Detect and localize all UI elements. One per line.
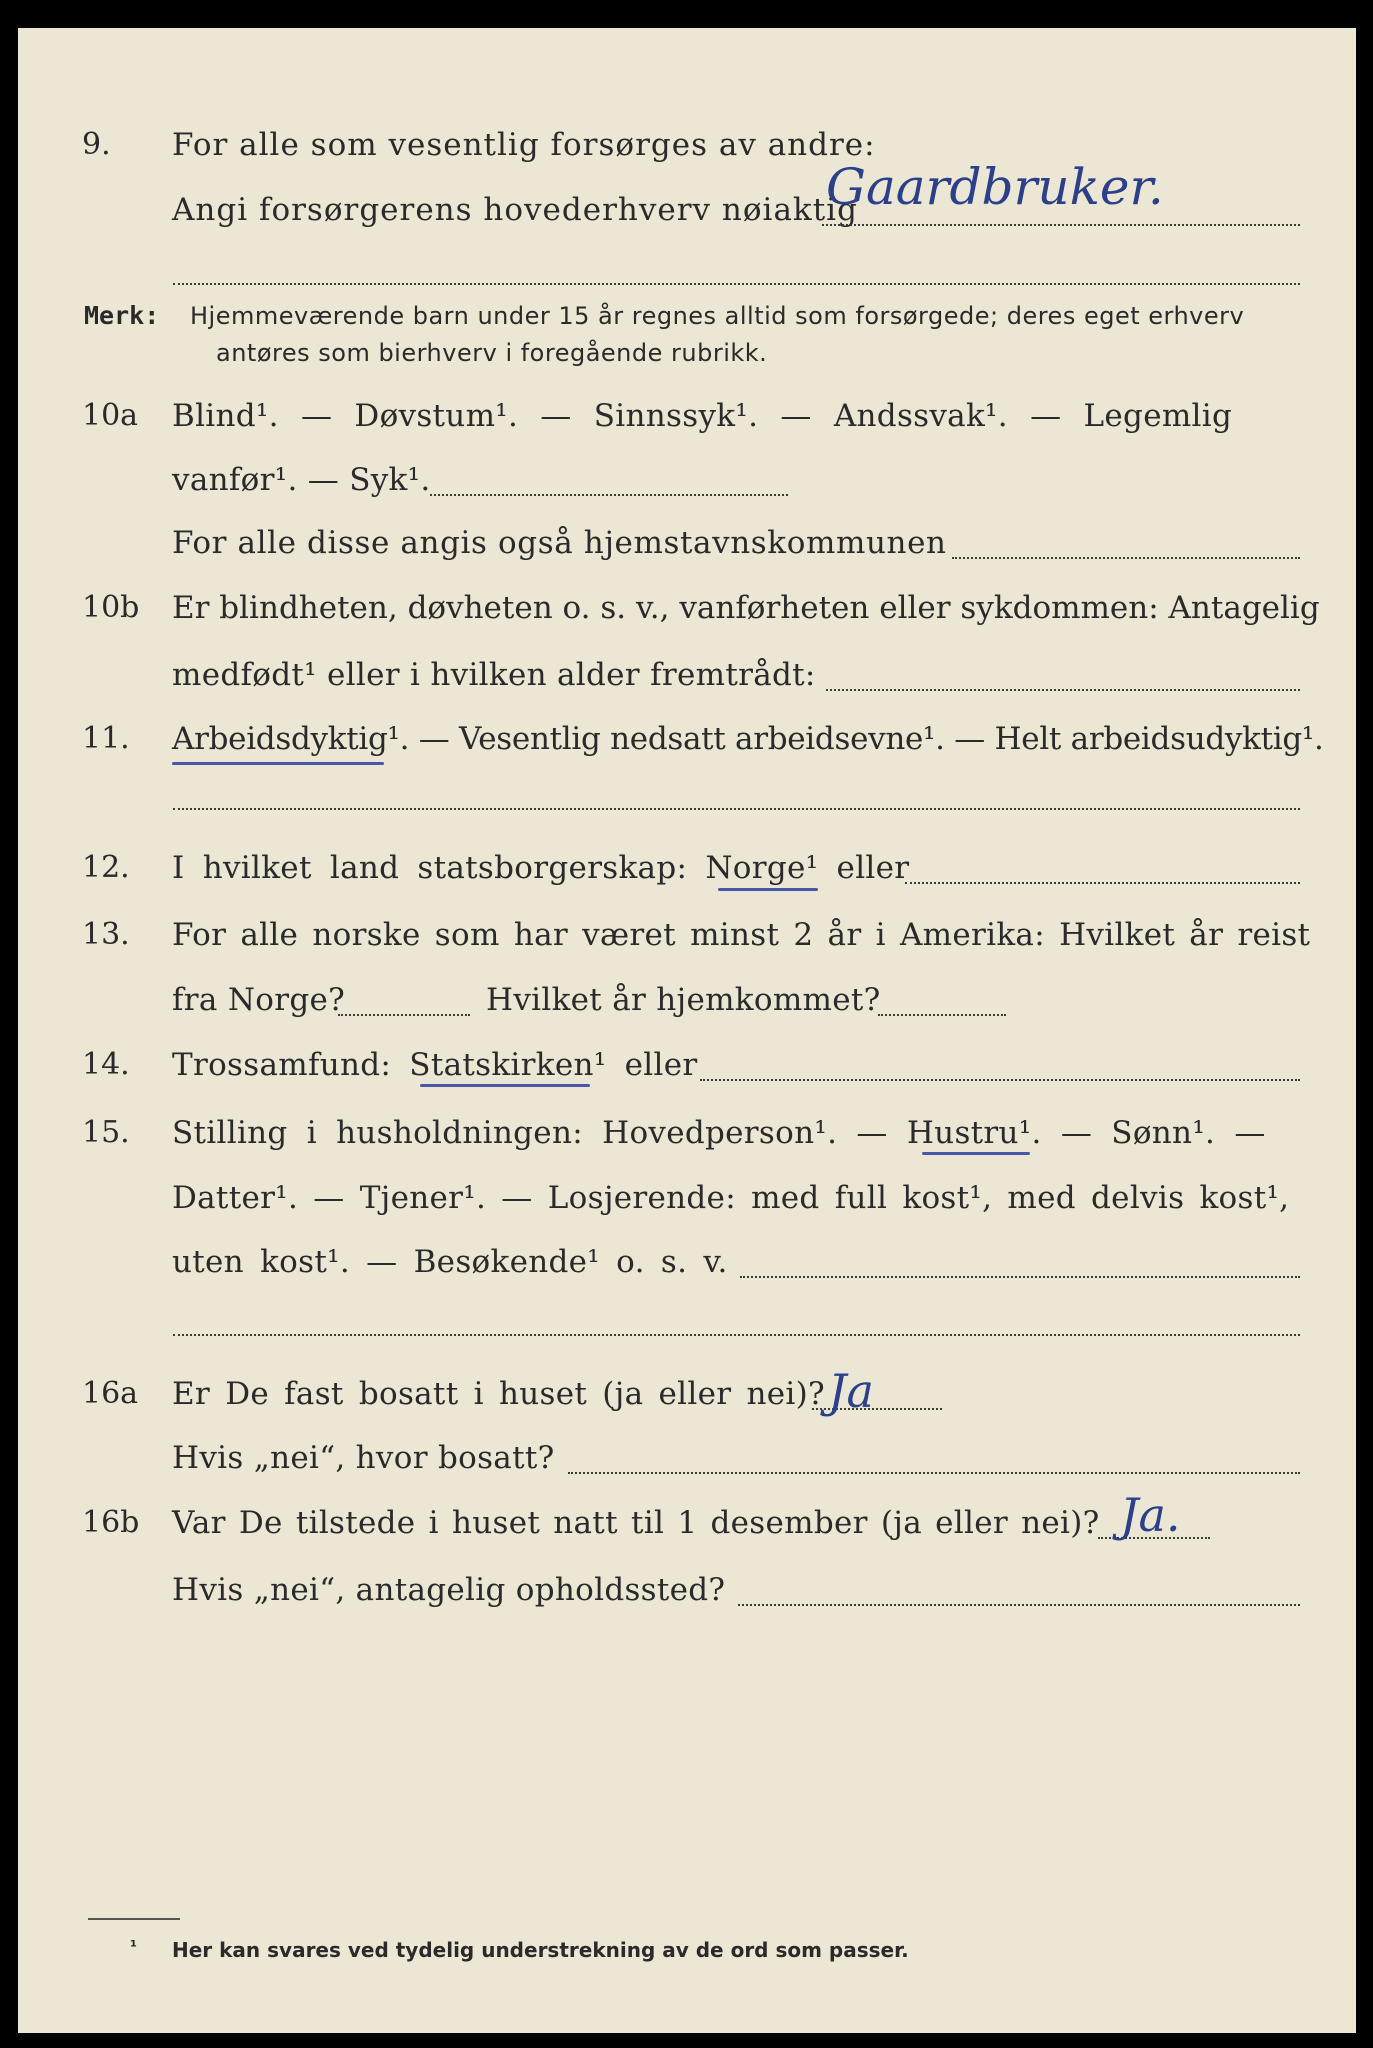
q16a-bosatt-line	[568, 1472, 1300, 1474]
q10a-kommune-line	[952, 557, 1300, 559]
q11-text-1: Arbeidsdyktig¹. — Vesentlig nedsatt arbeidsevne¹. — Helt arbeidsudyktig¹.	[172, 721, 1324, 757]
q13-reist-line	[338, 1014, 470, 1016]
q10a-text-2: vanfør¹. — Syk¹.	[172, 462, 431, 498]
q13-row-1	[0, 915, 1373, 975]
q14-answer-line	[700, 1079, 1300, 1081]
q10a-text-3: For alle disse angis også hjemstavnskommunen	[172, 525, 947, 561]
q16a-row-1	[0, 1374, 1373, 1434]
footnote-rule	[88, 1918, 180, 1920]
merk-note-2: antøres som bierhverv i foregående rubrikk.	[216, 339, 768, 367]
q16b-text-2: Hvis „nei“, antagelig opholdssted?	[172, 1572, 726, 1608]
footnote-mark: ¹	[130, 1937, 138, 1956]
q16b-number: 16b	[82, 1505, 140, 1540]
q9-handwritten-answer: Gaardbruker.	[826, 158, 1164, 216]
q12-text-1: I hvilket land statsborgerskap: Norge¹ eller	[172, 850, 910, 886]
q13-text-2b: Hvilket år hjemkommet?	[486, 982, 881, 1018]
q14-text-1: Trossamfund: Statskirken¹ eller	[172, 1047, 698, 1083]
q9-row-1	[0, 125, 1373, 185]
q15-row-2	[0, 1178, 1373, 1238]
q12-underline-norge	[718, 888, 818, 891]
q16b-row-2	[0, 1570, 1373, 1630]
q10b-text-1: Er blindheten, døvheten o. s. v., vanførheten eller sykdommen: Antagelig	[172, 590, 1320, 626]
q9-number: 9.	[82, 127, 111, 162]
q15-number: 15.	[82, 1115, 130, 1150]
q9-answer-line	[822, 224, 1300, 226]
q10a-number: 10a	[82, 398, 139, 433]
q16a-text-2: Hvis „nei“, hvor bosatt?	[172, 1440, 555, 1476]
q11-underline-arbeidsdyktig	[172, 762, 384, 765]
q16a-text-1: Er De fast bosatt i huset (ja eller nei)?	[172, 1376, 825, 1412]
q16b-opholdssted-line	[738, 1604, 1300, 1606]
q13-row-2	[0, 980, 1373, 1040]
q11-row-1	[0, 719, 1373, 779]
q9-row-2	[0, 190, 1373, 250]
q15-row-1	[0, 1113, 1373, 1173]
q12-number: 12.	[82, 850, 130, 885]
q9-extra-line	[173, 283, 1300, 285]
q9-text-2: Angi forsørgerens hovederhverv nøiaktig	[172, 192, 858, 228]
q13-number: 13.	[82, 917, 130, 952]
q10a-row-1	[0, 396, 1373, 456]
q10b-text-2: medfødt¹ eller i hvilken alder fremtrådt:	[172, 657, 816, 693]
q10b-row-1	[0, 588, 1373, 648]
q10b-row-2	[0, 655, 1373, 715]
q14-row-1	[0, 1045, 1373, 1105]
q16b-handwritten-answer: Ja.	[1120, 1488, 1181, 1542]
q16b-text-1: Var De tilstede i huset natt til 1 desember (ja eller nei)?	[172, 1505, 1100, 1541]
q13-hjemkommet-line	[878, 1014, 1006, 1016]
q10b-answer-line	[826, 689, 1300, 691]
q12-answer-line	[905, 882, 1300, 884]
q16a-handwritten-answer: Ja	[828, 1364, 874, 1418]
q15-extra-line	[173, 1334, 1300, 1336]
merk-note-1: Hjemmeværende barn under 15 år regnes alltid som forsørgede; deres eget erhverv	[190, 302, 1245, 330]
q14-number: 14.	[82, 1047, 130, 1082]
q15-underline-hustru	[922, 1152, 1030, 1155]
q9-text-1: For alle som vesentlig forsørges av andre:	[172, 127, 876, 163]
q15-answer-line	[740, 1276, 1300, 1278]
q15-text-3: uten kost¹. — Besøkende¹ o. s. v.	[172, 1244, 728, 1280]
q11-number: 11.	[82, 721, 130, 756]
footnote-text: Her kan svares ved tydelig understrekning av de ord som passer.	[172, 1938, 909, 1962]
q10a-text-1: Blind¹. — Døvstum¹. — Sinnssyk¹. — Andssvak¹. — Legemlig	[172, 398, 1233, 434]
q10b-number: 10b	[82, 590, 140, 625]
q15-text-1: Stilling i husholdningen: Hovedperson¹. — Hustru¹. — Sønn¹. —	[172, 1115, 1266, 1151]
q10a-row-2	[0, 460, 1373, 520]
merk-label: Merk:	[84, 301, 160, 330]
q10a-syk-line	[430, 494, 788, 496]
q16a-number: 16a	[82, 1376, 139, 1411]
q15-text-2: Datter¹. — Tjener¹. — Losjerende: med full kost¹, med delvis kost¹,	[172, 1180, 1290, 1216]
q10a-row-3	[0, 523, 1373, 583]
q13-text-2a: fra Norge?	[172, 982, 346, 1018]
q14-underline-statskirken	[420, 1084, 590, 1087]
q15-row-3	[0, 1242, 1373, 1302]
q13-text-1: For alle norske som har været minst 2 år i Amerika: Hvilket år reist	[172, 917, 1311, 953]
q11-extra-line	[173, 808, 1300, 810]
q12-row-1	[0, 848, 1373, 908]
